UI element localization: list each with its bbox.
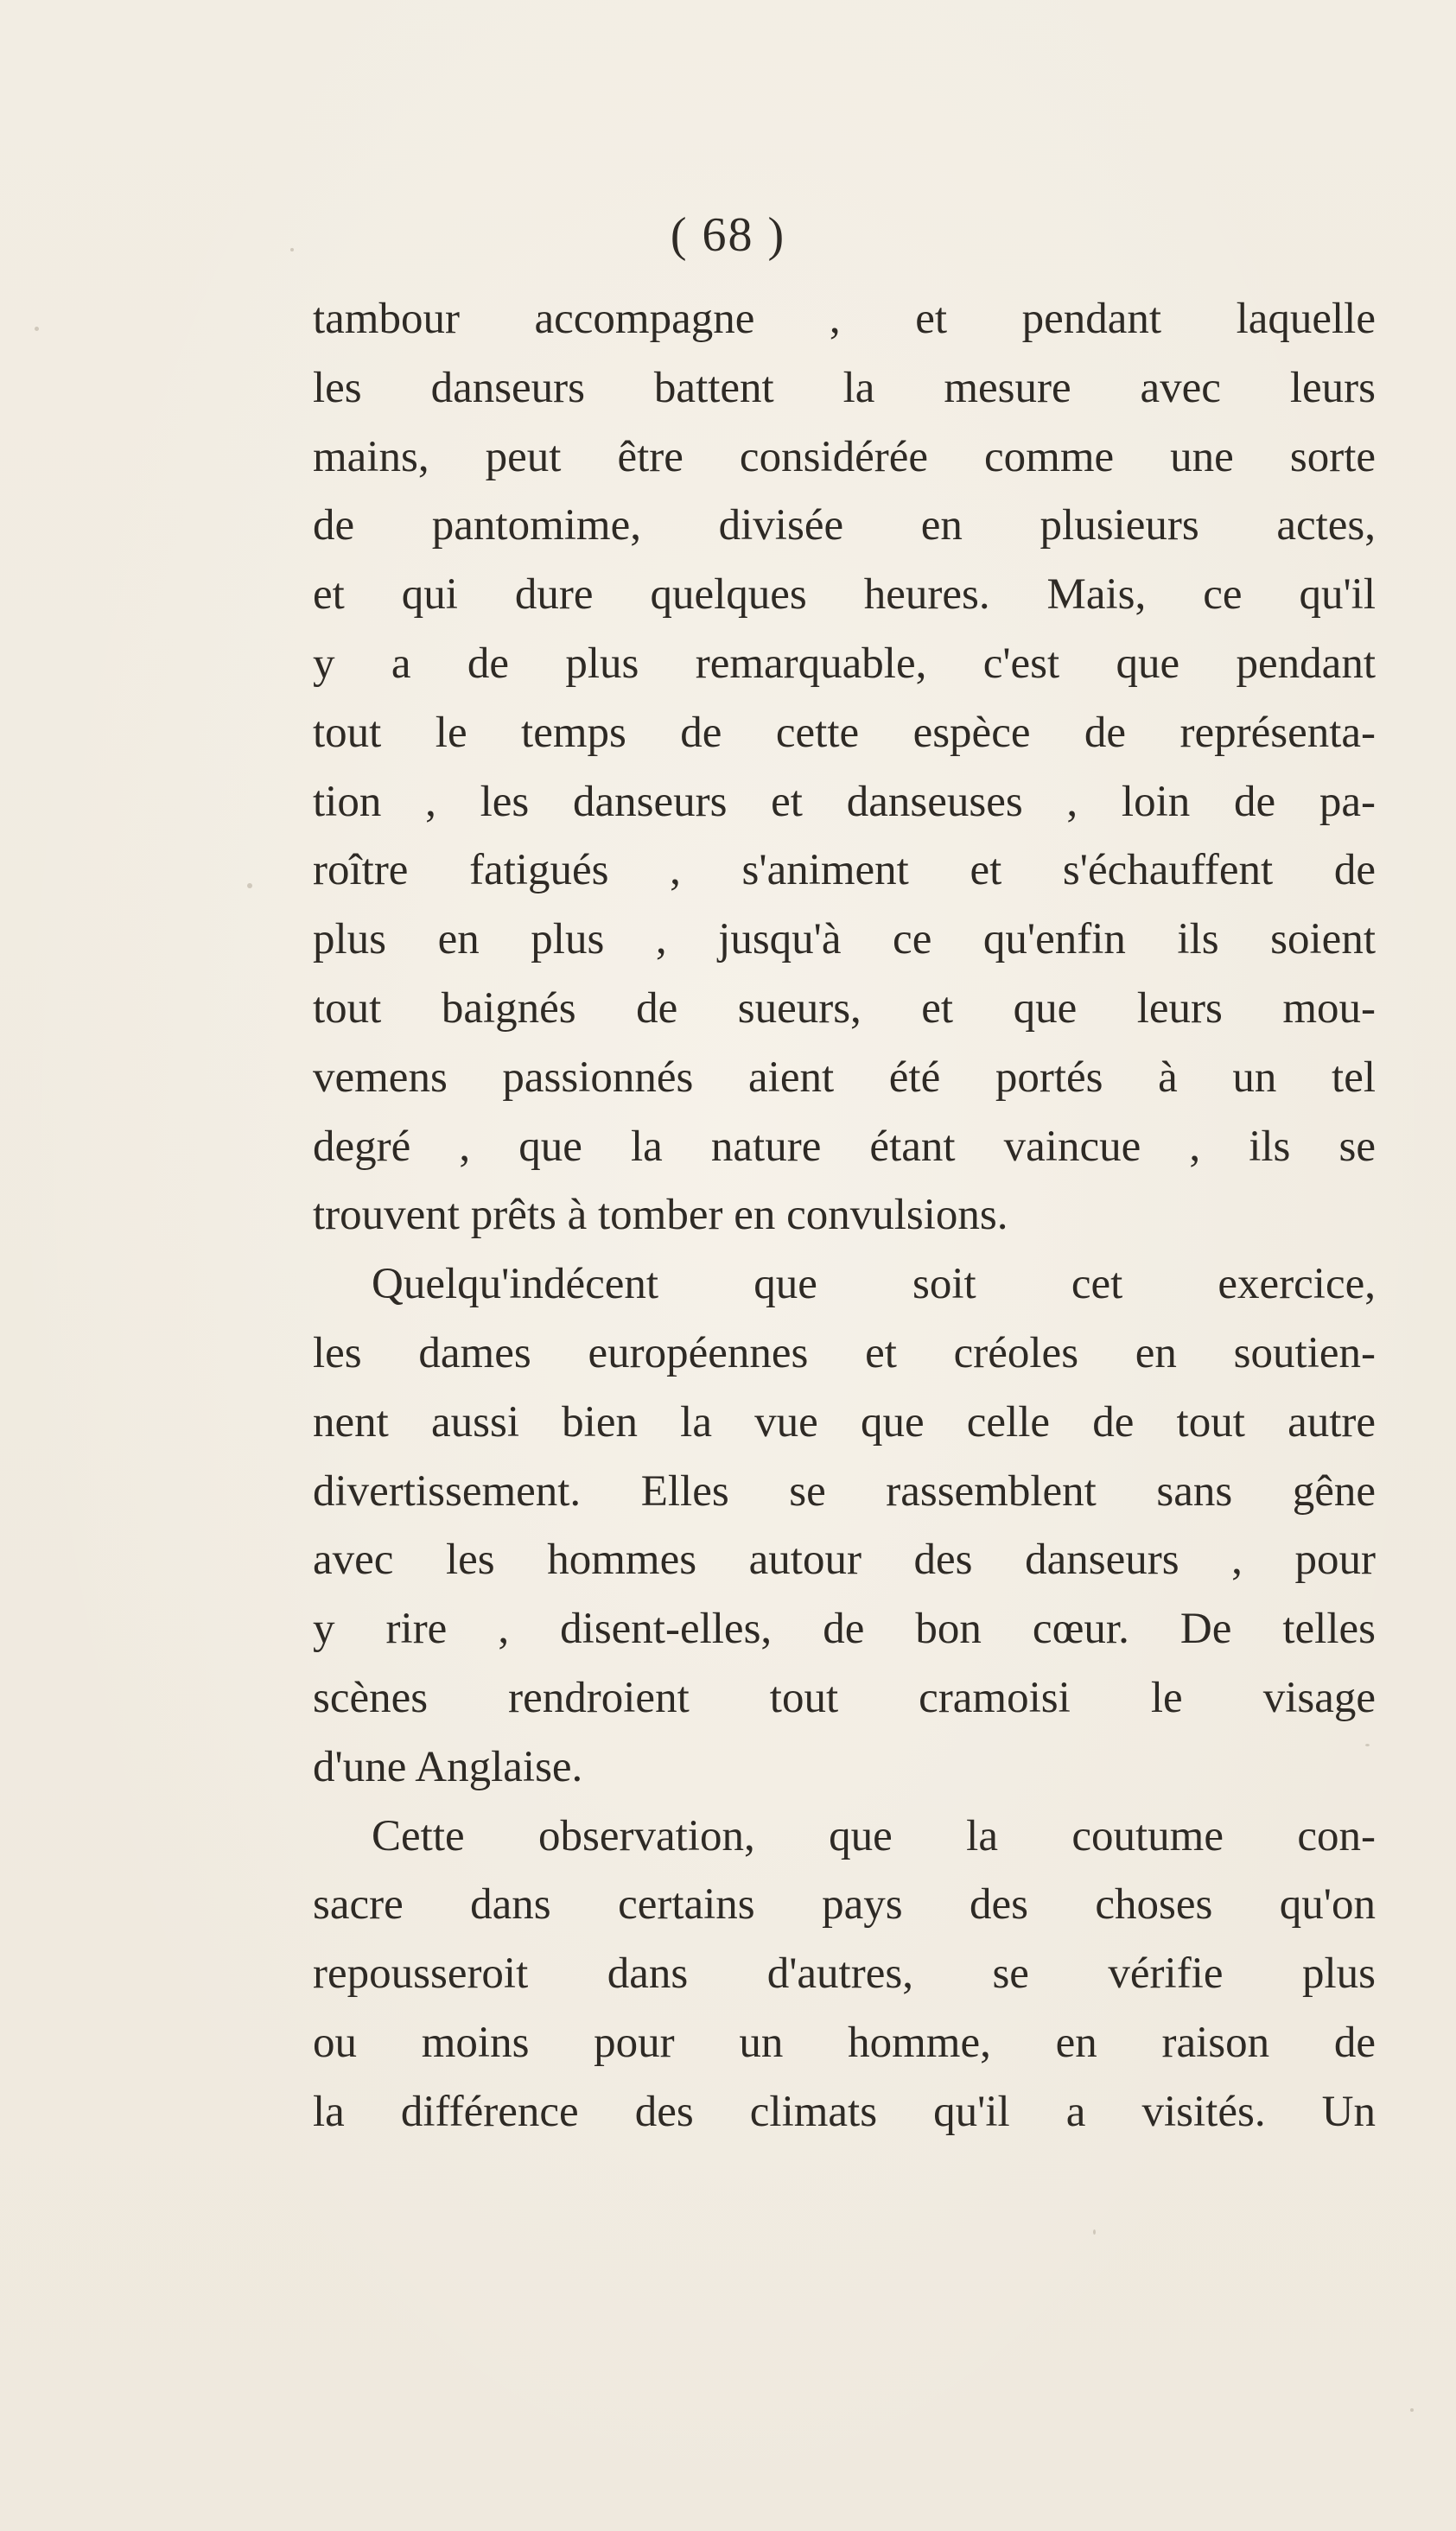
text-line: les danseurs battent la mesure avec leurs bbox=[313, 363, 1376, 412]
text-line: et qui dure quelques heures. Mais, ce qu'il bbox=[313, 570, 1376, 620]
page-number: ( 68 ) bbox=[670, 208, 786, 262]
text-line: y a de plus remarquable, c'est que pendant bbox=[313, 639, 1376, 688]
text-line: mains, peut être considérée comme une sorte bbox=[313, 432, 1376, 481]
paper-speck bbox=[1093, 2229, 1096, 2235]
text-line: de pantomime, divisée en plusieurs actes, bbox=[313, 501, 1376, 550]
text-line: repousseroit dans d'autres, se vérifie plus bbox=[313, 1949, 1376, 1999]
text-line: nent aussi bien la vue que celle de tout autre bbox=[313, 1397, 1376, 1447]
paper-speck bbox=[35, 327, 39, 331]
text-line: tambour accompagne , et pendant laquelle bbox=[313, 295, 1376, 343]
text-line: scènes rendroient tout cramoisi le visage bbox=[313, 1673, 1376, 1722]
text-line: roître fatigués , s'animent et s'échauffent de bbox=[313, 846, 1376, 895]
text-line: la différence des climats qu'il a visités. Un bbox=[313, 2087, 1376, 2136]
text-line: plus en plus , jusqu'à ce qu'enfin ils soient bbox=[313, 915, 1376, 964]
text-line: tion , les danseurs et danseuses , loin de pa- bbox=[313, 777, 1376, 826]
text-line: d'une Anglaise. bbox=[313, 1742, 583, 1791]
paper-speck bbox=[290, 248, 294, 251]
text-line: y rire , disent-elles, de bon cœur. De telles bbox=[313, 1605, 1376, 1654]
paragraph-first-line: Quelqu'indécent que soit cet exercice, bbox=[372, 1260, 1376, 1309]
body-text bbox=[313, 285, 1376, 2147]
paper-speck bbox=[1365, 1744, 1370, 1746]
paragraph-first-line: Cette observation, que la coutume con- bbox=[372, 1811, 1376, 1860]
text-line: ou moins pour un homme, en raison de bbox=[313, 2018, 1376, 2067]
text-line: trouvent prêts à tomber en convulsions. bbox=[313, 1191, 1008, 1240]
text-line: tout baignés de sueurs, et que leurs mou- bbox=[313, 983, 1376, 1033]
text-line: sacre dans certains pays des choses qu'on bbox=[313, 1880, 1376, 1930]
text-line: avec les hommes autour des danseurs , pour bbox=[313, 1536, 1376, 1585]
paper-speck bbox=[247, 883, 252, 888]
paper-speck bbox=[1410, 2408, 1414, 2412]
text-line: divertissement. Elles se rassemblent sans gêne bbox=[313, 1466, 1376, 1516]
text-line: les dames européennes et créoles en soutien- bbox=[313, 1328, 1376, 1377]
text-line: degré , que la nature étant vaincue , ils se bbox=[313, 1122, 1376, 1171]
text-line: tout le temps de cette espèce de représenta- bbox=[313, 708, 1376, 757]
text-line: vemens passionnés aient été portés à un tel bbox=[313, 1052, 1376, 1102]
